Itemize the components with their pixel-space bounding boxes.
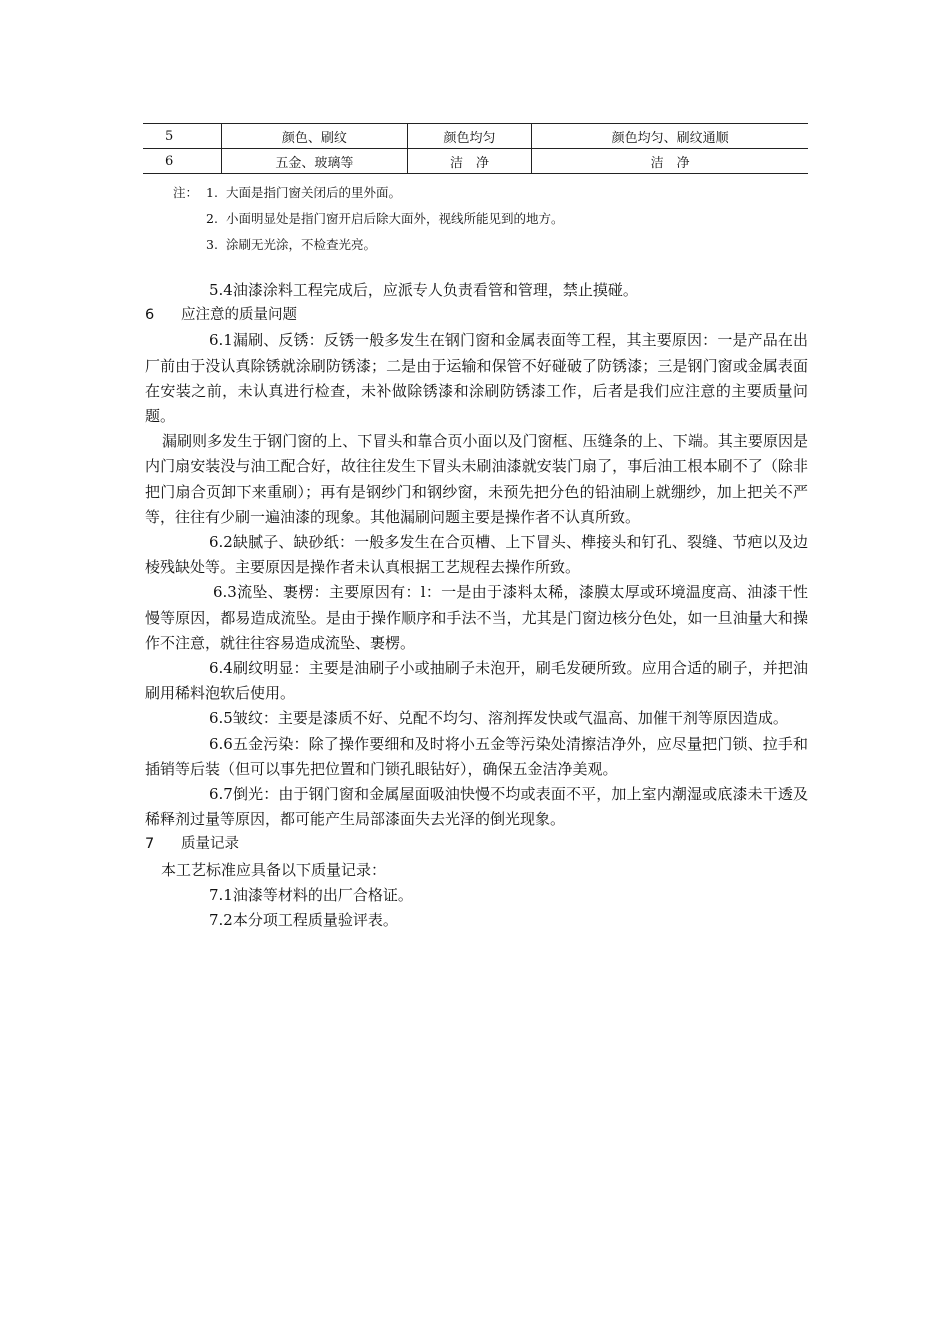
section-heading-6 [145,303,808,328]
table-row [143,149,808,174]
note-number: 1. [206,185,218,200]
clause-text: 本分项工程质量验评表。 [232,911,398,930]
note-item [173,232,564,258]
paragraph-5-4 [145,278,808,303]
clause-number: 6.1 [209,331,233,350]
section-heading-7 [145,832,808,857]
section-number: 7 [145,836,155,853]
table-notes [173,180,564,258]
table-cell: 颜色均匀、刷纹通顺 [532,124,808,149]
paragraph-6-6 [145,732,808,782]
paragraph-7-2 [145,908,808,933]
paragraph-6-2 [145,530,808,580]
clause-number: 7.1 [209,885,233,904]
clause-text: 皱纹：主要是漆质不好、兑配不均匀、溶剂挥发快或气温高、加催干剂等原因造成。 [232,709,788,728]
table-cell: 6 [143,149,222,174]
paragraph-6-3 [145,580,808,656]
section-title: 应注意的质量问题 [181,307,297,324]
note-text: 小面明显处是指门窗开启后除大面外，视线所能见到的地方。 [226,211,564,226]
table-cell: 颜色、刷纹 [222,124,408,149]
note-number: 2. [206,211,218,226]
paragraph-6-1-continued: 漏刷则多发生于钢门窗的上、下冒头和靠合页小面以及门窗框、压缝条的上、下端。其主要原因是内门扇安装没与油工配合好，故往往发生下冒头未刷油漆就安装门扇了，事后油工根本刷不了（除非把门扇合页卸下来重刷）；再有是钢纱门和钢纱窗，未预先把分色的铅油刷上就绷纱，加上把关不严等，往往有少刷一遍油漆的现象。其他漏刷问题主要是操作者不认真所致。 [145,432,808,526]
table-row [143,124,808,149]
clause-text: 油漆等材料的出厂合格证。 [232,885,413,904]
clause-text: 缺腻子、缺砂纸：一般多发生在合页槽、上下冒头、榫接头和钉孔、裂缝、节疤以及边棱残缺处等。主要原因是操作者未认真根据工艺规程去操作所致。 [145,533,808,577]
clause-number: 6.6 [209,734,233,753]
paragraph-7-1 [145,883,808,908]
clause-text: 倒光：由于钢门窗和金属屋面吸油快慢不均或表面不平，加上室内潮湿或底漆未干透及稀释剂过量等原因，都可能产生局部漆面失去光泽的倒光现象。 [145,785,808,829]
clause-number: 7.2 [209,911,233,930]
paragraph-6-5 [145,706,808,731]
note-text: 涂刷无光涂，不检查光亮。 [226,237,377,252]
clause-text: 油漆涂料工程完成后，应派专人负责看管和管理，禁止摸碰。 [232,281,638,299]
clause-number: 6.2 [209,533,233,552]
section-number: 6 [145,307,155,324]
table-cell: 洁 净 [532,149,808,174]
table-cell: 颜色均匀 [407,124,532,149]
clause-text: 流坠、裹楞：主要原因有：l：一是由于漆料太稀，漆膜太厚或环境温度高、油漆干性慢等原因，都易造成流坠。是由于操作顺序和手法不当，尤其是门窗边核分色处，如一旦油量大和操作不注意，就往往容易造成流坠、裹楞。 [145,583,808,652]
table-cell: 洁 净 [407,149,532,174]
section-title: 质量记录 [181,836,239,853]
paragraph-6-1 [145,328,808,429]
table-cell: 5 [143,124,222,149]
paragraph-7-intro: 本工艺标准应具备以下质量记录： [161,860,387,879]
clause-number: 5.4 [209,281,233,299]
clause-text: 刷纹明显：主要是油刷子小或抽刷子未泡开，刷毛发硬所致。应用合适的刷子，并把油刷用稀料泡软后使用。 [145,659,808,703]
note-item [173,180,564,206]
clause-number: 6.4 [209,659,233,678]
clause-number: 6.7 [209,785,233,804]
clause-text: 五金污染：除了操作要细和及时将小五金等污染处清擦洁净外，应尽量把门锁、拉手和插销等后装（但可以事先把位置和门锁孔眼钻好），确保五金洁净美观。 [145,734,808,778]
clause-number: 6.3 [213,583,237,602]
paragraph-6-4 [145,656,808,706]
table-cell: 五金、玻璃等 [222,149,408,174]
note-item [173,206,564,232]
document-body [145,278,808,933]
note-text: 大面是指门窗关闭后的里外面。 [226,185,402,200]
note-number: 3. [206,237,218,252]
clause-text: 漏刷、反锈：反锈一般多发生在钢门窗和金属表面等工程，其主要原因：一是产品在出厂前由于没认真除锈就涂刷防锈漆；二是由于运输和保管不好碰破了防锈漆；三是钢门窗或金属表面在安装之前，未认真进行检查，未补做除锈漆和涂刷防锈漆工作，后者是我们应注意的主要质量问题。 [145,331,808,426]
paragraph-6-7 [145,782,808,832]
note-prefix: 注： [173,185,199,200]
clause-number: 6.5 [209,709,233,728]
quality-table [143,123,808,174]
